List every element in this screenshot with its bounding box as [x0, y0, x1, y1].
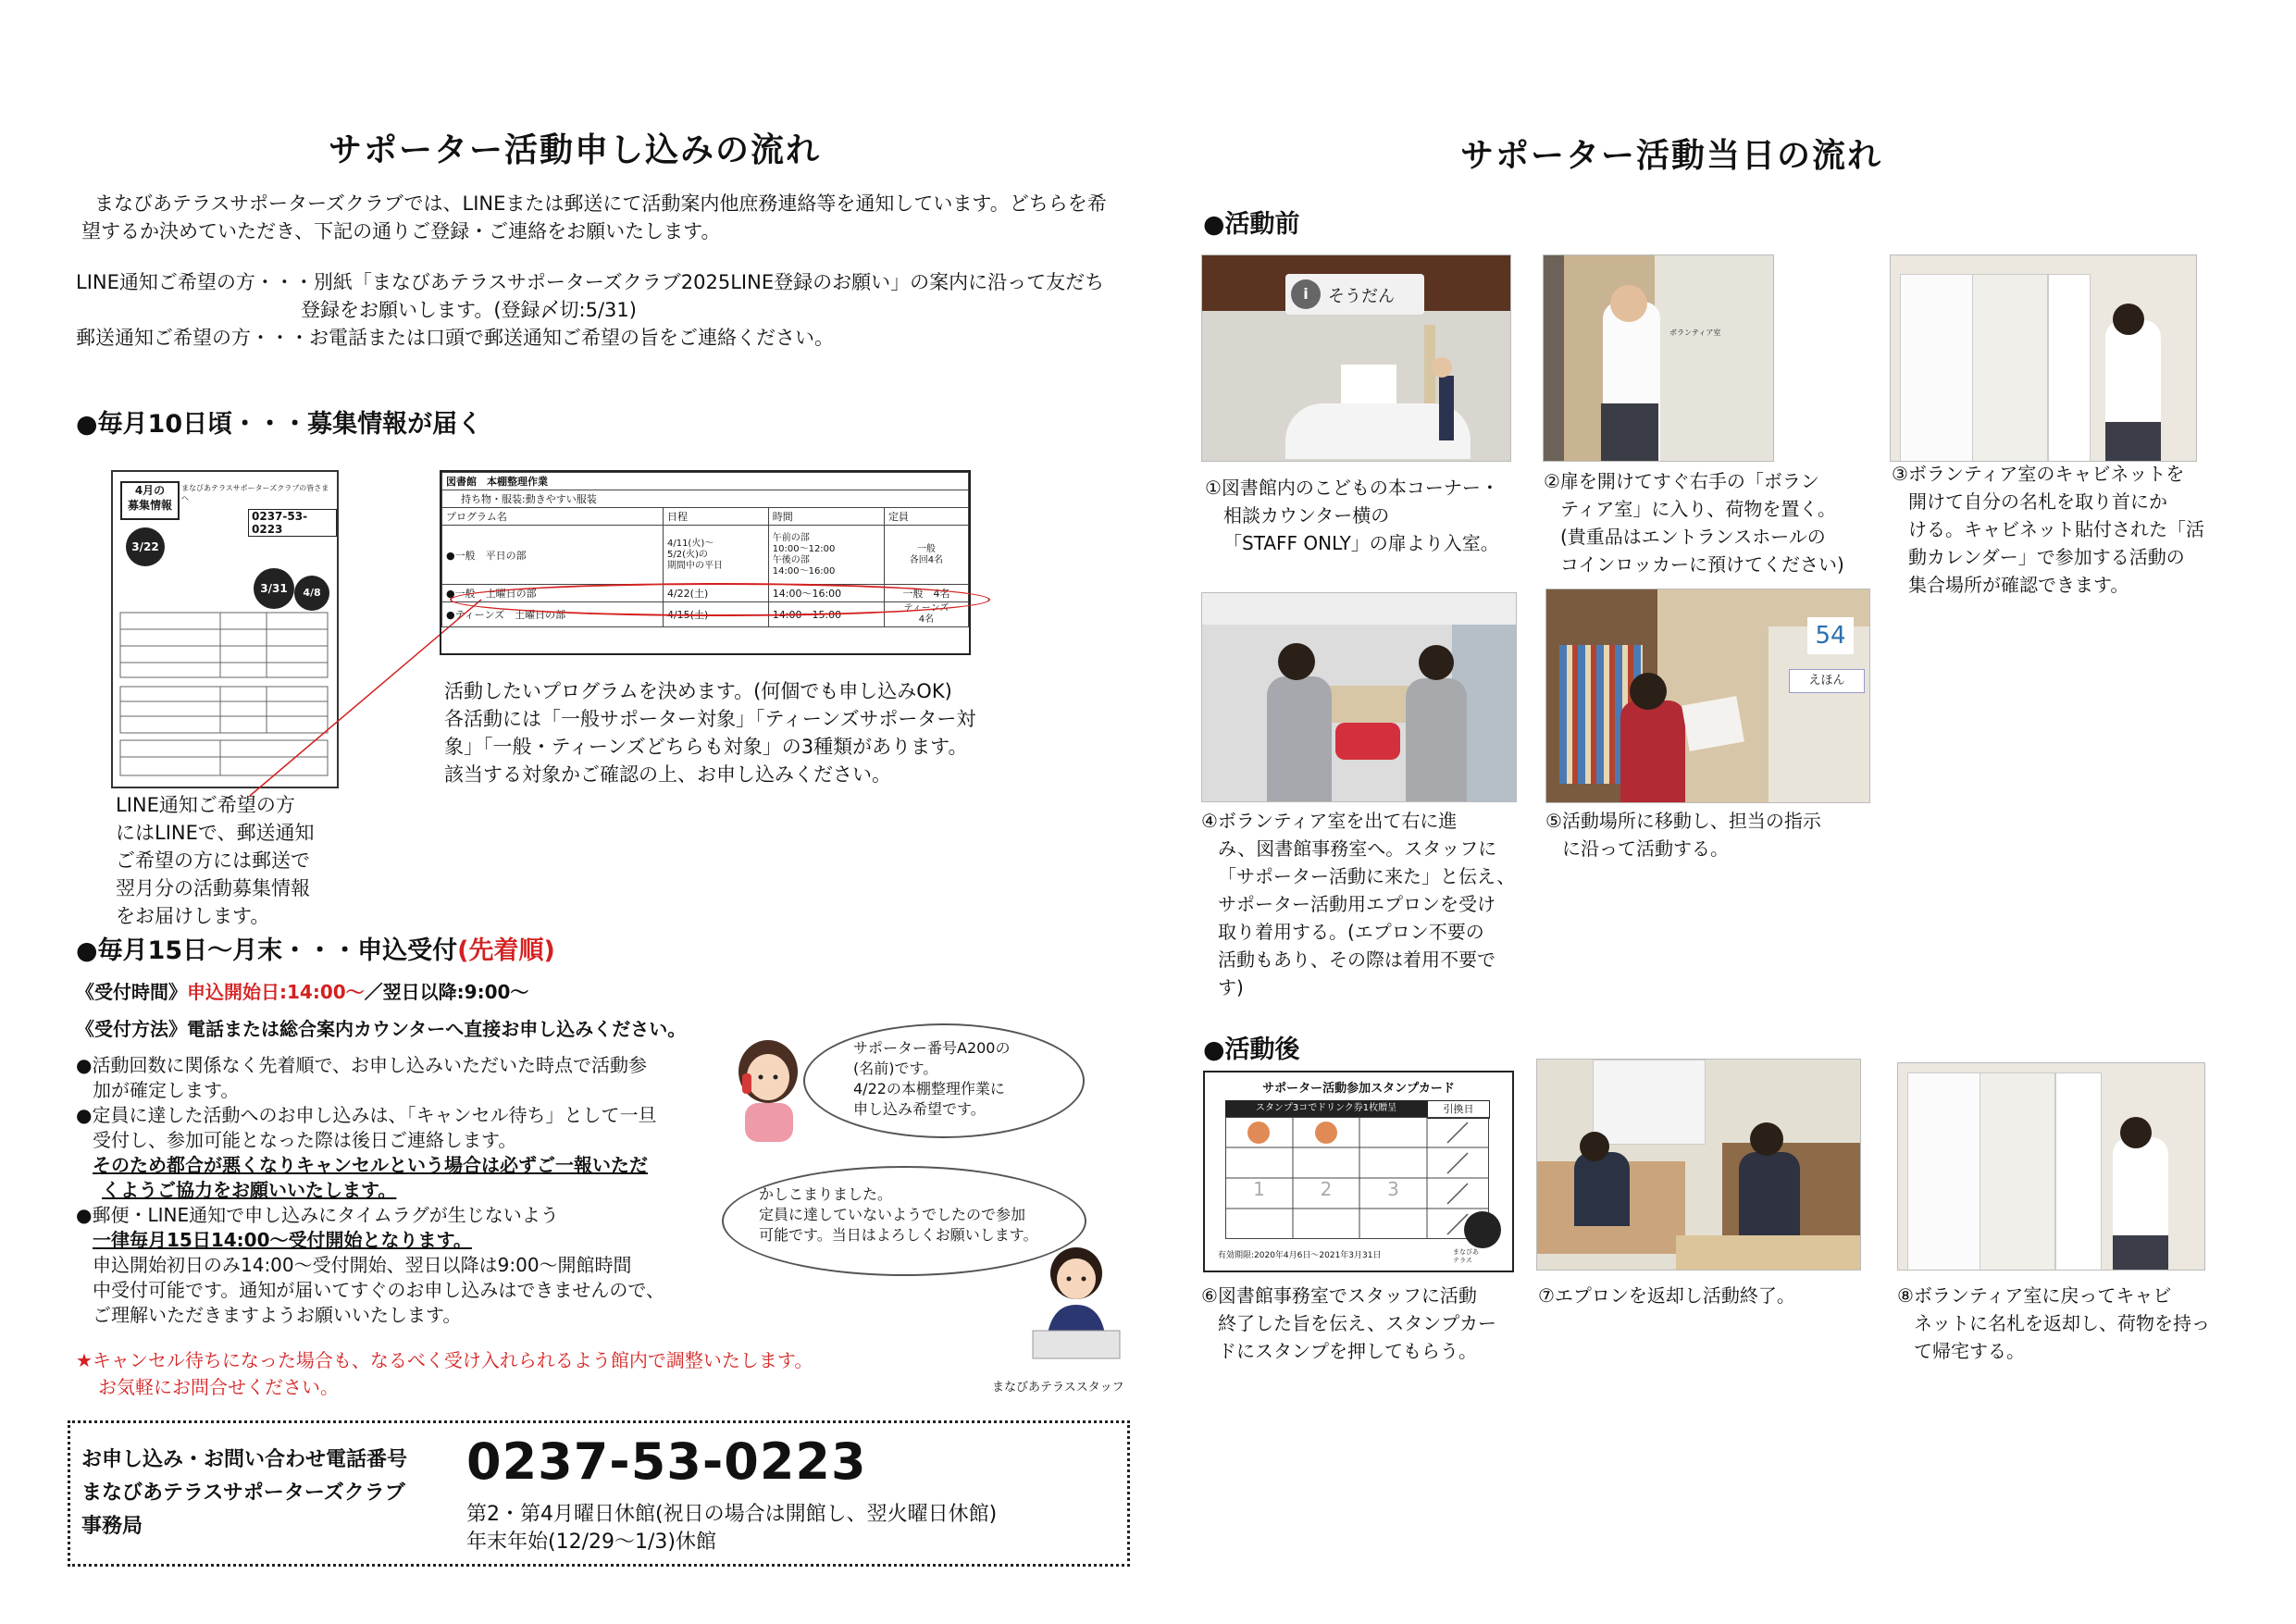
- flyer-thumbnail: 4月の 募集情報 まなびあテラスサポーターズクラブの皆さまへ 0237-53-0223 3/22 3/31 4/8: [111, 470, 339, 788]
- staff-illustration: [1025, 1240, 1127, 1360]
- caller-speech-bubble: サポーター番号A200の (名前)です。 4/22の本棚整理作業に 申し込み希望です。: [803, 1023, 1085, 1138]
- section-application: ●毎月15日～月末・・・申込受付(先着順): [76, 936, 555, 965]
- table-caption: 活動したいプログラムを決めます。(何個でも申し込みOK) 各活動には「一般サポーター対象」「ティーンズサポーター対 象」「一般・ティーンズどちらも対象」の3種類があります。 該当する対象かご確認の上、お申し込みください。: [444, 680, 976, 786]
- photo-3-cabinet: [1890, 254, 2197, 462]
- caption-1: ①図書館内のこどもの本コーナー・ 相談カウンター横の 「STAFF ONLY」の扉より入室。: [1205, 477, 1499, 554]
- waitlist-note: ★キャンセル待ちになった場合も、なるべく受け入れられるよう館内で調整いたします。 お気軽にお問合せください。: [76, 1349, 813, 1398]
- reception-hours: 《受付時間》申込開始日:14:00～／翌日以降:9:00～: [76, 981, 529, 1003]
- caption-2: ②扉を開けてすぐ右手の「ボラン ティア室」に入り、荷物を置く。 (貴重品はエントランスホールの コインロッカーに預けてください): [1544, 470, 1844, 576]
- stamp-numbers: 1 2 3: [1253, 1178, 1399, 1200]
- photo-1-entrance: i そうだん: [1201, 254, 1511, 462]
- right-title: サポーター活動当日の流れ: [1460, 137, 1883, 175]
- section-after: ●活動後: [1203, 1035, 1300, 1064]
- photo-5-shelving: 54 えほん: [1545, 589, 1870, 803]
- mail-notice: 郵送通知ご希望の方・・・お電話または口頭で郵送通知ご希望の旨をご連絡ください。: [76, 327, 834, 349]
- contact-label: お申し込み・お問い合わせ電話番号 まなびあテラスサポーターズクラブ 事務局: [81, 1448, 408, 1538]
- application-bullets: ●活動回数に関係なく先着順で、お申し込みいただいた時点で活動参 加が確定します。 ●定員に達した活動へのお申し込みは、「キャンセル待ち」として一旦 受付し、参加可能となった際は後日ご連絡します。 そのため都合が悪くなりキャンセルという場合は必ずご一報いただ くようご協力をお願いいたします。 ●郵便・LINE通知で申し込みにタイムラグが生じないよう 一律毎月15日14:00～受付開始となります。 申込開始初日のみ14:00～受付開始、翌日以降は9:00～開館時間 中受付可能です。通知が届いてすぐのお申し込みはできませんので、 ご理解いただきますようお願いいたします。: [76, 1054, 664, 1326]
- stamp-card: サポーター活動参加スタンプカード スタンプ3コでドリンク券1枚贈呈 引換日 1 2 3 有効期限:2020年4月6日～2021年3月31日 まなびあ テラス: [1203, 1071, 1514, 1272]
- photo-2-volunteer-room-door: ボランティア室: [1543, 254, 1774, 462]
- photo-4-apron: [1201, 592, 1517, 802]
- left-title: サポーター活動申し込みの流れ: [329, 131, 822, 169]
- section-before: ●活動前: [1203, 210, 1300, 239]
- caption-7: ⑦エプロンを返却し活動終了。: [1538, 1284, 1795, 1307]
- contact-box: [68, 1420, 1130, 1567]
- intro-text: まなびあテラスサポーターズクラブでは、LINEまたは郵送にて活動案内他庶務連絡等を通知しています。どちらを希 望するか決めていただき、下記の通りご登録・ご連絡をお願いたします。: [81, 192, 1107, 242]
- contact-phone: 0237-53-0223: [466, 1432, 867, 1491]
- section-monthly-info: ●毎月10日頃・・・募集情報が届く: [76, 410, 483, 439]
- caption-6: ⑥図書館事務室でスタッフに活動 終了した旨を伝え、スタンプカー ドにスタンプを押してもらう。: [1201, 1284, 1496, 1362]
- caption-4: ④ボランティア室を出て右に進 み、図書館事務室へ。スタッフに 「サポーター活動に来た」と伝え、 サポーター活動用エプロンを受け 取り着用する。(エプロン不要の 活動もあり、その際は着用不要で す): [1201, 810, 1516, 998]
- closed-days: 第2・第4月曜日休館(祝日の場合は開館し、翌火曜日休館) 年末年始(12/29～1/3)休館: [466, 1503, 998, 1554]
- flyer-caption: LINE通知ご希望の方 にはLINEで、郵送通知 ご希望の方には郵送で 翌月分の活動募集情報 をお届けします。: [116, 794, 315, 927]
- caption-3: ③ボランティア室のキャビネットを 開けて自分の名札を取り首にか ける。キャビネット貼付された「活 動カレンダー」で参加する活動の 集合場所が確認できます。: [1892, 463, 2204, 596]
- photo-7-apron-return: [1536, 1059, 1861, 1271]
- photo-8-cabinet-return: [1897, 1062, 2205, 1271]
- reception-method: 《受付方法》電話または総合案内カウンターへ直接お申し込みください。: [76, 1018, 687, 1040]
- program-table: 図書館 本棚整理作業 持ち物・服装:動きやすい服装 プログラム名 日程 時間 定員 ●一般 平日の部 4/11(火)～ 5/2(火)の 期間中の平日 午前の部 10:00～12:00 午後の部 14:00～16:00 一般 各回4名 ●一般 土曜日の部 4/22(土) 14:00～16:00 一般 4名 ●ティーンズ 土曜日の部 4/15(土) 14:00～15:00 ティーンズ 4名: [440, 470, 971, 655]
- notice-block: LINE通知ご希望の方・・・別紙「まなびあテラスサポーターズクラブ2025LINE登録のお願い」の案内に沿って友だち 登録をお願いします。(登録〆切:5/31) 郵送通知ご希望の方・・・お電話または口頭で郵送通知ご希望の旨をご連絡ください。: [76, 268, 1168, 352]
- caller-illustration: [722, 1036, 814, 1143]
- highlight-ellipse: [450, 583, 990, 616]
- caption-8: ⑧ボランティア室に戻ってキャビ ネットに名札を返却し、荷物を持っ て帰宅する。: [1897, 1284, 2210, 1362]
- line-notice: LINE通知ご希望の方・・・別紙「まなびあテラスサポーターズクラブ2025LINE登録のお願い」の案内に沿って友だち: [76, 271, 1105, 293]
- staff-speech-bubble: かしこまりました。 定員に達していないようでしたので参加 可能です。当日はよろしくお願いします。: [722, 1166, 1086, 1276]
- caption-5: ⑤活動場所に移動し、担当の指示 に沿って活動する。: [1545, 810, 1821, 860]
- staff-label: まなびあテラススタッフ: [992, 1381, 1124, 1395]
